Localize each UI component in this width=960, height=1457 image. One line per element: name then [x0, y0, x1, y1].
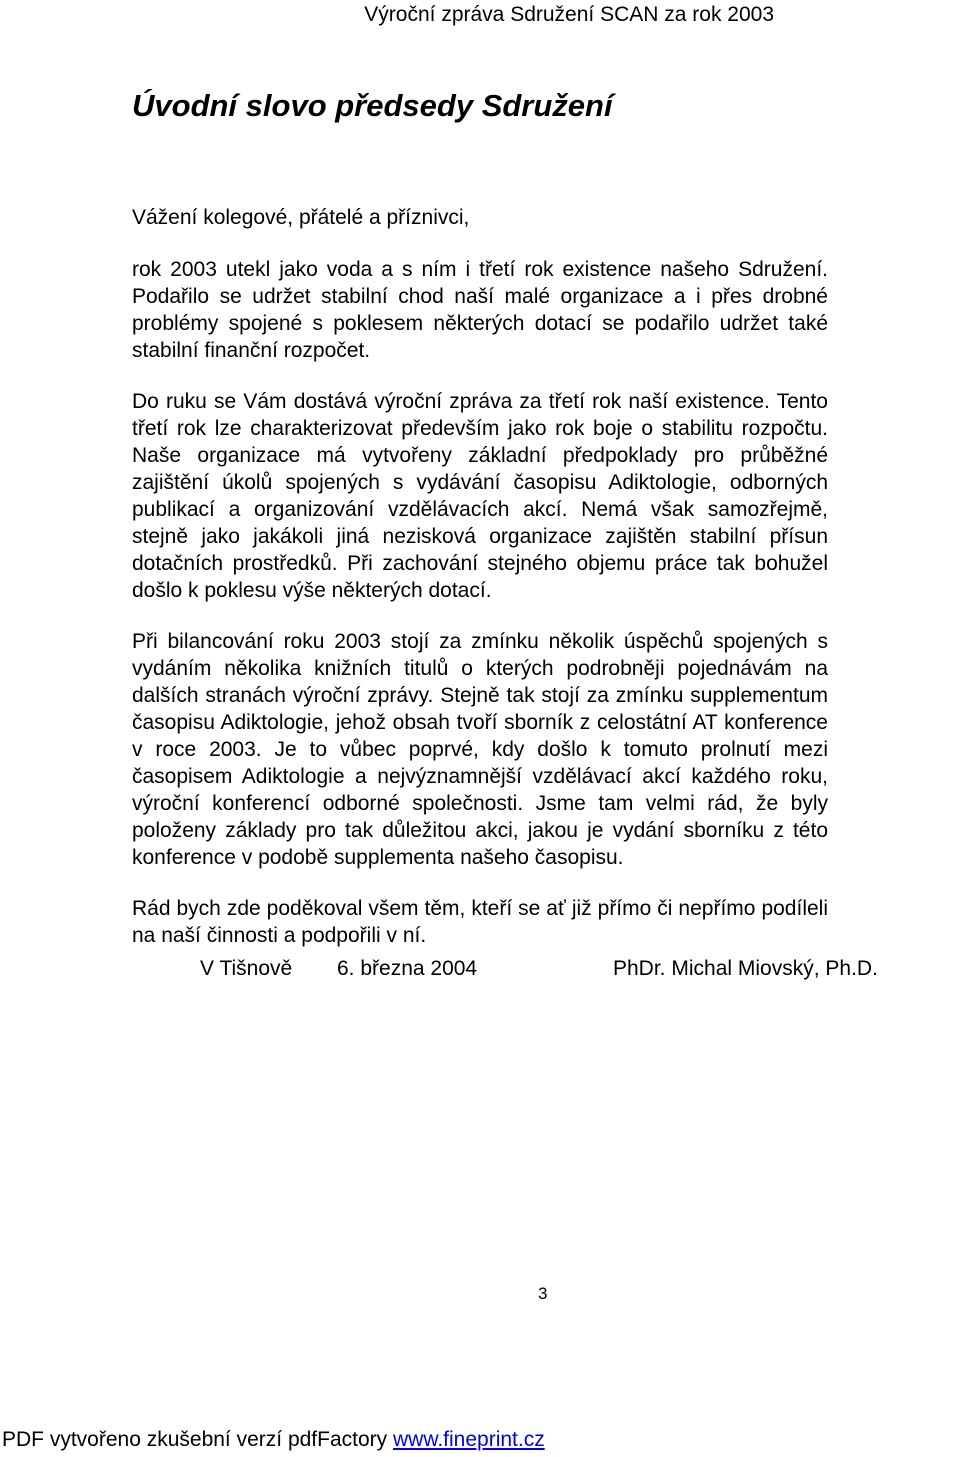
paragraph-1: rok 2003 utekl jako voda a s ním i třetí rok existence našeho Sdružení. Podařilo se udržet stabilní chod naší malé organizace a i přes drobné problémy spojené s poklesem některých dotací se podařilo udržet také stabilní finanční rozpočet.	[132, 258, 828, 362]
salutation: Vážení kolegové, přátelé a příznivci,	[132, 206, 470, 229]
signature-place: V Tišnově	[200, 957, 293, 980]
body-text	[132, 256, 828, 973]
running-header: Výroční zpráva Sdružení SCAN za rok 2003	[364, 3, 774, 26]
footer-text: PDF vytvořeno zkušební verzí pdfFactory	[2, 1428, 393, 1451]
paragraph-2: Do ruku se Vám dostává výroční zpráva za třetí rok naší existence. Tento třetí rok lze charakterizovat především jako rok boje o stabilitu rozpočtu. Naše organizace má vytvořeny základní předpoklady pro průběžné zajištění úkolů spojených s vydávání časopisu Adiktologie, odborných publikací a organizování vzdělávacích akcí. Nemá však samozřejmě, stejně jako jakákoli jiná nezisková organizace zajištěn stabilní přísun dotačních prostředků. Při zachování stejného objemu práce tak bohužel došlo k poklesu výše některých dotací.	[132, 390, 828, 602]
paragraph-3: Při bilancování roku 2003 stojí za zmínku několik úspěchů spojených s vydáním několika knižních titulů o kterých podrobněji pojednávám na dalších stranách výroční zprávy. Stejně tak stojí za zmínku supplementum časopisu Adiktologie, jehož obsah tvoří sborník z celostátní AT konference v roce 2003. Je to vůbec poprvé, kdy došlo k tomuto prolnutí mezi časopisem Adiktologie a nejvýznamnější vzdělávací akcí každého roku, výroční konferencí odborné společnosti. Jsme tam velmi rád, že byly položeny základy pro tak důležitou akci, jakou je vydání sborníku z této konference v podobě supplementa našeho časopisu.	[132, 630, 828, 869]
page-title: Úvodní slovo předsedy Sdružení	[132, 88, 613, 123]
page-number: 3	[538, 1284, 548, 1303]
paragraph-4: Rád bych zde poděkoval všem těm, kteří se ať již přímo či nepřímo podíleli na naší činnosti a podpořili v ní.	[132, 897, 828, 947]
signature-author: PhDr. Michal Miovský, Ph.D.	[613, 957, 878, 980]
footer-link[interactable]: www.fineprint.cz	[392, 1428, 545, 1451]
signature-date: 6. března 2004	[337, 957, 478, 980]
pdf-footer	[2, 1427, 545, 1453]
